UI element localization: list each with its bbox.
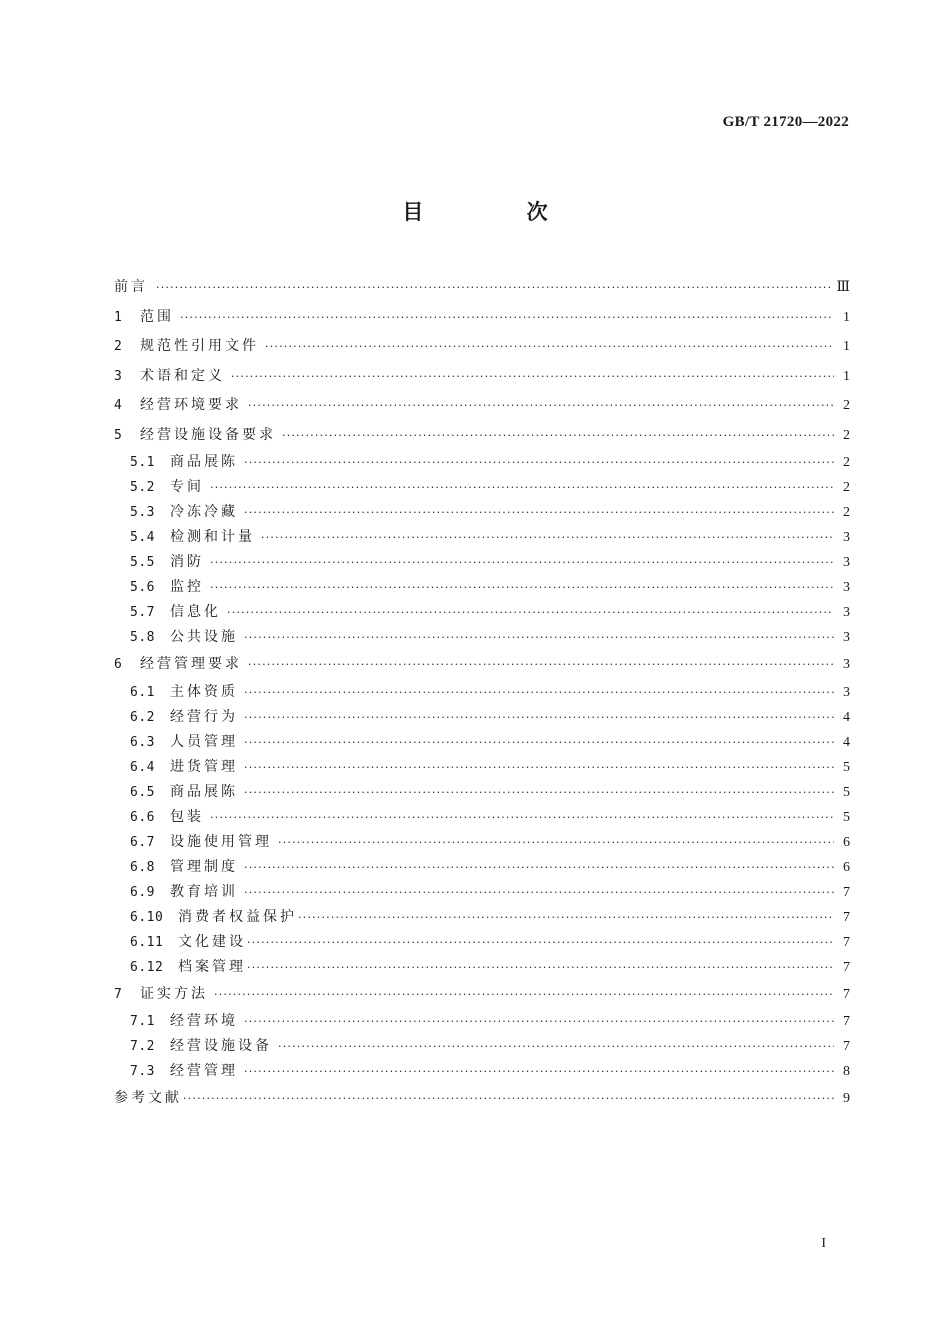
- toc-entry-page: 6: [843, 834, 850, 850]
- toc-entry-page: 3: [843, 530, 850, 545]
- toc-entry-page: 2: [843, 505, 850, 520]
- toc-entry-number: 2: [114, 339, 123, 354]
- toc-entry-page: 2: [843, 427, 850, 443]
- toc-entry-page: 5: [843, 784, 850, 800]
- toc-entry-page: 8: [843, 1064, 850, 1079]
- toc-entry-title: 前言: [114, 279, 148, 295]
- toc-entry-page: 3: [843, 580, 850, 595]
- toc-entry-number: 6.1: [130, 684, 155, 700]
- toc-entry-page: 1: [843, 368, 850, 384]
- dot-leader: [183, 1084, 834, 1114]
- toc-entry-1[interactable]: [114, 303, 850, 333]
- dot-leader: [248, 391, 834, 421]
- toc-entry-2[interactable]: [114, 332, 850, 362]
- toc-entry-foreword[interactable]: [114, 273, 850, 303]
- dot-leader: [282, 421, 834, 451]
- toc-entry-number: 7.2: [130, 1039, 155, 1054]
- toc-entry-title: 包装: [170, 808, 204, 825]
- dot-leader: [231, 362, 834, 392]
- toc-entry-number: 6.10: [130, 909, 164, 925]
- toc-entry-6-9[interactable]: [114, 880, 850, 905]
- toc-entry-title: 专间: [170, 479, 204, 495]
- toc-entry-page: 2: [843, 398, 850, 413]
- toc-entry-title: 经营环境要求: [140, 397, 242, 413]
- toc-entry-title: 消防: [170, 554, 204, 570]
- toc-entry-page: 7: [843, 959, 850, 975]
- toc-entry-title: 文化建设: [178, 933, 246, 950]
- toc-entry-6-11[interactable]: [114, 930, 850, 955]
- dot-leader: [244, 755, 834, 780]
- toc-entry-page: 6: [843, 859, 850, 875]
- toc-entry-title: 经营管理要求: [140, 656, 242, 672]
- toc-entry-page: 3: [843, 605, 850, 620]
- toc-entry-5-4[interactable]: [114, 525, 850, 550]
- toc-entry-page: 3: [843, 684, 850, 700]
- toc-entry-page: 4: [843, 734, 850, 750]
- toc-entry-page: 7: [843, 884, 850, 900]
- toc-entry-page: 3: [843, 657, 850, 672]
- toc-entry-title: 范围: [140, 308, 174, 325]
- toc-entry-5-3[interactable]: [114, 500, 850, 525]
- dot-leader: [180, 303, 834, 333]
- toc-entry-number: 5.5: [130, 555, 155, 570]
- toc-entry-page: 1: [843, 339, 850, 354]
- toc-entry-5-1[interactable]: [114, 450, 850, 475]
- toc-entry-number: 5.4: [130, 530, 155, 545]
- toc-entry-title: 管理制度: [170, 858, 238, 875]
- dot-leader: [244, 780, 834, 805]
- toc-entry-number: 6.4: [130, 759, 155, 775]
- toc-entry-number: 6: [114, 657, 123, 672]
- toc-entry-title: 人员管理: [170, 733, 238, 750]
- toc-entry-title: 经营行为: [170, 708, 238, 725]
- toc-entry-page: 7: [843, 909, 850, 925]
- dot-leader: [244, 705, 834, 730]
- toc-entry-title: 冷冻冷藏: [170, 504, 238, 520]
- dot-leader: [210, 550, 834, 575]
- toc-entry-title: 监控: [170, 579, 204, 595]
- toc-entry-title: 证实方法: [140, 985, 208, 1002]
- toc-entry-page: 4: [843, 709, 850, 725]
- toc-entry-title: 信息化: [170, 604, 221, 620]
- standard-code: GB/T 21720—2022: [722, 114, 849, 130]
- toc-entry-4[interactable]: [114, 391, 850, 421]
- dot-leader: [214, 980, 834, 1010]
- toc-entry-number: 7.1: [130, 1014, 155, 1029]
- toc-entry-7[interactable]: [114, 980, 850, 1010]
- toc-entry-bibliography[interactable]: [114, 1084, 850, 1114]
- toc-entry-page: 7: [843, 934, 850, 950]
- dot-leader: [156, 273, 830, 303]
- toc-entry-number: 4: [114, 398, 123, 413]
- toc-entry-title: 档案管理: [178, 958, 246, 975]
- toc-entry-number: 6.11: [130, 934, 164, 950]
- toc-entry-title: 参考文献: [114, 1090, 182, 1106]
- toc-entry-6-2[interactable]: [114, 705, 850, 730]
- toc-entry-number: 6.6: [130, 809, 155, 825]
- dot-leader: [244, 1059, 834, 1084]
- toc-entry-page: 7: [843, 1014, 850, 1029]
- toc-entry-5-2[interactable]: [114, 475, 850, 500]
- toc-entry-number: 6.5: [130, 784, 155, 800]
- toc-entry-number: 5.1: [130, 455, 155, 470]
- dot-leader: [244, 450, 834, 475]
- toc-entry-6-3[interactable]: [114, 730, 850, 755]
- dot-leader: [244, 855, 834, 880]
- dot-leader: [247, 955, 834, 980]
- toc-entry-7-2[interactable]: [114, 1034, 850, 1059]
- toc-entry-5[interactable]: [114, 421, 850, 451]
- dot-leader: [244, 1009, 834, 1034]
- toc-entry-number: 5.7: [130, 605, 155, 620]
- toc-entry-title: 经营环境: [170, 1013, 238, 1029]
- dot-leader: [210, 805, 834, 830]
- toc-entry-5-8[interactable]: [114, 625, 850, 650]
- toc-entry-3[interactable]: [114, 362, 850, 392]
- toc-entry-title: 公共设施: [170, 629, 238, 645]
- dot-leader: [244, 730, 834, 755]
- toc-entry-page: 2: [843, 455, 850, 470]
- toc-entry-number: 5.8: [130, 630, 155, 645]
- toc-entry-7-3[interactable]: [114, 1059, 850, 1084]
- toc-entry-title: 经营管理: [170, 1063, 238, 1079]
- toc-entry-page: Ⅲ: [836, 280, 850, 295]
- toc-entry-title: 设施使用管理: [170, 833, 272, 850]
- dot-leader: [244, 625, 834, 650]
- toc-entry-page: 9: [843, 1091, 850, 1106]
- toc-entry-page: 5: [843, 759, 850, 775]
- toc-entry-number: 5.2: [130, 480, 155, 495]
- toc-entry-5-7[interactable]: [114, 600, 850, 625]
- toc-entry-number: 5: [114, 427, 123, 443]
- toc-entry-page: 5: [843, 809, 850, 825]
- toc-entry-page: 7: [843, 986, 850, 1002]
- toc-entry-number: 6.2: [130, 709, 155, 725]
- toc-entry-number: 7: [114, 986, 123, 1002]
- toc-entry-6-12[interactable]: [114, 955, 850, 980]
- toc-entry-6-7[interactable]: [114, 830, 850, 855]
- dot-leader: [227, 600, 834, 625]
- dot-leader: [244, 880, 834, 905]
- toc-entry-6[interactable]: [114, 650, 850, 680]
- toc-entry-6-6[interactable]: [114, 805, 850, 830]
- toc-entry-page: 1: [843, 309, 850, 325]
- toc-entry-number: 6.8: [130, 859, 155, 875]
- toc-entry-6-5[interactable]: [114, 780, 850, 805]
- toc-entry-title: 经营设施设备要求: [140, 426, 276, 443]
- dot-leader: [210, 575, 834, 600]
- toc-entry-page: 7: [843, 1039, 850, 1054]
- toc-entry-5-6[interactable]: [114, 575, 850, 600]
- toc-entry-number: 6.12: [130, 959, 164, 975]
- dot-leader: [261, 525, 834, 550]
- toc-entry-5-5[interactable]: [114, 550, 850, 575]
- toc-entry-page: 3: [843, 630, 850, 645]
- dot-leader: [278, 830, 834, 855]
- toc-entry-6-1[interactable]: [114, 680, 850, 705]
- toc-entry-title: 主体资质: [170, 683, 238, 700]
- toc-entry-7-1[interactable]: [114, 1009, 850, 1034]
- page-number: I: [821, 1236, 826, 1251]
- toc-entry-title: 消费者权益保护: [178, 908, 297, 925]
- toc-entry-number: 6.3: [130, 734, 155, 750]
- toc-title: 目 次: [402, 200, 596, 224]
- toc-entry-number: 3: [114, 368, 123, 384]
- toc-entry-title: 经营设施设备: [170, 1038, 272, 1054]
- table-of-contents: [114, 273, 850, 1114]
- dot-leader: [265, 332, 834, 362]
- toc-entry-title: 检测和计量: [170, 529, 255, 545]
- toc-entry-page: 3: [843, 555, 850, 570]
- dot-leader: [247, 930, 834, 955]
- toc-entry-title: 商品展陈: [170, 454, 238, 470]
- toc-entry-number: 5.3: [130, 505, 155, 520]
- toc-entry-number: 1: [114, 309, 123, 325]
- toc-entry-6-8[interactable]: [114, 855, 850, 880]
- toc-entry-6-10[interactable]: [114, 905, 850, 930]
- dot-leader: [278, 1034, 834, 1059]
- dot-leader: [248, 650, 834, 680]
- toc-entry-6-4[interactable]: [114, 755, 850, 780]
- toc-entry-title: 术语和定义: [140, 367, 225, 384]
- toc-entry-title: 规范性引用文件: [140, 338, 259, 354]
- toc-entry-number: 5.6: [130, 580, 155, 595]
- toc-entry-number: 6.7: [130, 834, 155, 850]
- toc-entry-number: 7.3: [130, 1064, 155, 1079]
- dot-leader: [244, 500, 834, 525]
- toc-entry-title: 商品展陈: [170, 783, 238, 800]
- toc-entry-number: 6.9: [130, 884, 155, 900]
- dot-leader: [244, 680, 834, 705]
- dot-leader: [210, 475, 834, 500]
- toc-entry-title: 进货管理: [170, 758, 238, 775]
- toc-entry-page: 2: [843, 480, 850, 495]
- toc-entry-title: 教育培训: [170, 883, 238, 900]
- dot-leader: [298, 905, 834, 930]
